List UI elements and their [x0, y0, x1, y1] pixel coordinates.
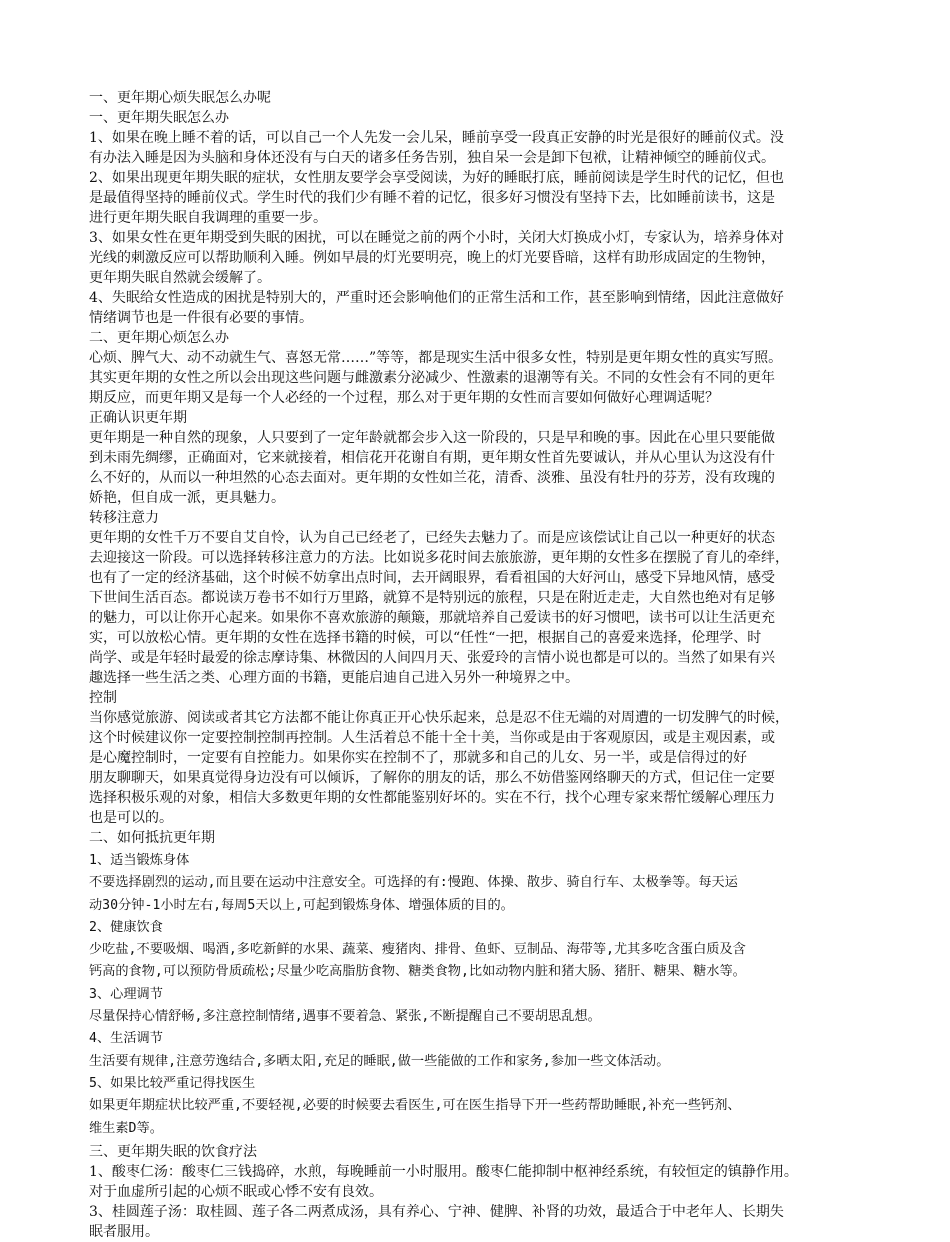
text-line: 3、如果女性在更年期受到失眠的困扰，可以在睡觉之前的两个小时，关闭大灯换成小灯，专家认为，培养身体对 [89, 230, 784, 246]
text-line: 钙高的食物,可以预防骨质疏松;尽量少吃高脂肪食物、糖类食物,比如动物内脏和猪大肠、猪肝、糖果、糖水等。 [89, 964, 746, 980]
text-line: 是最值得坚持的睡前仪式。学生时代的我们少有睡不着的记忆，很多好习惯没有坚持下去，比如睡前读书，这是 [89, 190, 775, 206]
text-line: 朋友聊聊天，如果真觉得身边没有可以倾诉，了解你的朋友的话，那么不妨借鉴网络聊天的方式，但记住一定要 [89, 770, 775, 786]
text-line: 少吃盐,不要吸烟、喝酒,多吃新鲜的水果、蔬菜、瘦猪肉、排骨、鱼虾、豆制品、海带等,尤其多吃含蛋白质及含 [89, 942, 746, 958]
section-resist-menopause [89, 850, 864, 1140]
text-line: 动30分钟-1小时左右,每周5天以上,可起到锻炼身体、增强体质的目的。 [89, 897, 514, 913]
text-line: 二、更年期心烦怎么办 [89, 330, 229, 346]
text-line: 么不好的，从而以一种坦然的心态去面对。更年期的女性如兰花，清香、淡雅、虽没有牡丹的芬芳，没有玫瑰的 [89, 470, 775, 486]
text-line: 的魅力，可以让你开心起来。如果你不喜欢旅游的颠簸，那就培养自己爱读书的好习惯吧，读书可以让生活更充 [89, 610, 775, 626]
text-line: 2、健康饮食 [89, 919, 163, 935]
text-line: 这个时候建议你一定要控制控制再控制。人生活着总不能十全十美，当你或是由于客观原因，或是主观因素，或 [89, 730, 775, 746]
text-line: 情绪调节也是一件很有必要的事情。 [89, 310, 313, 326]
text-line: 也有了一定的经济基础，这个时候不妨拿出点时间，去开阔眼界，看看祖国的大好河山，感受下异地风情，感受 [89, 570, 775, 586]
text-line: 控制 [89, 690, 117, 706]
text-line: 1、酸枣仁汤：酸枣仁三钱捣碎，水煎，每晚睡前一小时服用。酸枣仁能抑制中枢神经系统，有较恒定的镇静作用。 [89, 1163, 798, 1180]
text-line: 当你感觉旅游、阅读或者其它方法都不能让你真正开心快乐起来，总是忍不住无端的对周遭的一切发脾气的时候， [89, 710, 789, 726]
text-line: 1、适当锻炼身体 [89, 853, 190, 868]
text-line: 到未雨先绸缪，正确面对，它来就接着，相信花开花谢自有期，更年期女性首先要诚认，并从心里认为这没有什 [89, 450, 775, 466]
text-line: 也是可以的。 [89, 810, 173, 826]
text-line: 其实更年期的女性之所以会出现这些问题与雌激素分泌减少、性激素的退潮等有关。不同的女性会有不同的更年 [89, 370, 775, 386]
text-line: 三、更年期失眠的饮食疗法 [89, 1143, 257, 1160]
text-line: 是心魔控制时，一定要有自控能力。如果你实在控制不了，那就多和自己的儿女、另一半，或是信得过的好 [89, 750, 747, 766]
text-line: 如果更年期症状比较严重,不要轻视,必要的时候要去看医生,可在医生指导下开一些药帮助睡眠,补充一些钙剂、 [89, 1098, 741, 1114]
section-diet-therapy [89, 1142, 864, 1242]
text-line: 4、生活调节 [89, 1031, 163, 1047]
text-line: 尚学、或是年轻时最爱的徐志摩诗集、林微因的人间四月天、张爱玲的言情小说也都是可以的。当然了如果有兴 [89, 650, 775, 666]
text-line: 更年期失眠自然就会缓解了。 [89, 270, 271, 286]
text-line: 趣选择一些生活之类、心理方面的书籍，更能启迪自己进入另外一种境界之中。 [89, 670, 579, 686]
text-line: 更年期是一种自然的现象，人只要到了一定年龄就都会步入这一阶段的，只是早和晚的事。因此在心里只要能做 [89, 430, 775, 446]
text-line: 二、如何抵抗更年期 [89, 830, 215, 846]
text-line: 一、更年期失眠怎么办 [89, 110, 229, 126]
text-line: 尽量保持心情舒畅,多注意控制情绪,遇事不要着急、紧张,不断提醒自己不要胡思乱想。 [89, 1009, 601, 1025]
text-line: 下世间生活百态。都说读万卷书不如行万里路，就算不是特别远的旅程，只是在附近走走，大自然也绝对有足够 [89, 590, 775, 606]
text-line: 4、失眠给女性造成的困扰是特别大的，严重时还会影响他们的正常生活和工作，甚至影响到情绪，因此注意做好 [89, 290, 784, 306]
text-line: 去迎接这一阶段。可以选择转移注意力的方法。比如说多花时间去旅旅游，更年期的女性多在摆脱了育儿的牵绊， [89, 550, 789, 566]
text-line: 娇艳，但自成一派，更具魅力。 [89, 490, 285, 506]
text-line: 3、桂圆莲子汤：取桂圆、莲子各二两煮成汤，具有养心、宁神、健脾、补肾的功效，最适合于中老年人、长期失 [89, 1203, 784, 1220]
text-line: 实，可以放松心情。更年期的女性在选择书籍的时候，可以“任性“一把，根据自己的喜爱来选择，伦理学、时 [89, 630, 762, 646]
text-line: 有办法入睡是因为头脑和身体还没有与白天的诸多任务告别，独自呆一会是卸下包袱，让精神倾空的睡前仪式。 [89, 150, 775, 166]
text-line: 心烦、脾气大、动不动就生气、喜怒无常……”等等，都是现实生活中很多女性，特别是更年期女性的真实写照。 [89, 350, 783, 366]
text-line: 正确认识更年期 [89, 410, 187, 426]
text-line: 3、心理调节 [89, 986, 163, 1002]
text-line: 5、如果比较严重记得找医生 [89, 1075, 256, 1091]
text-line: 不要选择剧烈的运动,而且要在运动中注意安全。可选择的有:慢跑、体操、散步、骑自行车、太极拳等。每天运 [89, 875, 738, 891]
text-line: 光线的刺激反应可以帮助顺利入睡。例如早晨的灯光要明亮，晚上的灯光要昏暗，这样有助形成固定的生物钟， [89, 250, 775, 266]
text-line: 对于血虚所引起的心烦不眠或心悸不安有良效。 [89, 1183, 383, 1200]
text-line: 眠者服用。 [89, 1223, 159, 1240]
text-line: 2、如果出现更年期失眠的症状，女性朋友要学会享受阅读，为好的睡眠打底，睡前阅读是学生时代的记忆，但也 [89, 170, 784, 186]
text-line: 更年期的女性千万不要自艾自怜，认为自己已经老了，已经失去魅力了。而是应该偿试让自己以一种更好的状态 [89, 530, 775, 546]
text-line: 进行更年期失眠自我调理的重要一步。 [89, 210, 327, 226]
text-line: 选择积极乐观的对象，相信大多数更年期的女性都能鉴别好坏的。实在不行，找个心理专家来帮忙缓解心理压力 [89, 790, 775, 806]
text-line: 1、如果在晚上睡不着的话，可以自己一个人先发一会儿呆，睡前享受一段真正安静的时光是很好的睡前仪式。没 [89, 130, 784, 146]
text-line: 生活要有规律,注意劳逸结合,多晒太阳,充足的睡眠,做一些能做的工作和家务,参加一些文体活动。 [89, 1053, 670, 1069]
text-line: 转移注意力 [89, 510, 159, 526]
text-line: 维生素D等。 [89, 1120, 163, 1136]
text-line: 一、更年期心烦失眠怎么办呢 [89, 90, 271, 106]
text-line: 期反应，而更年期又是每一个人必经的一个过程，那么对于更年期的女性而言要如何做好心理调适呢？ [89, 390, 719, 406]
section-insomnia-and-irritability [89, 88, 864, 848]
